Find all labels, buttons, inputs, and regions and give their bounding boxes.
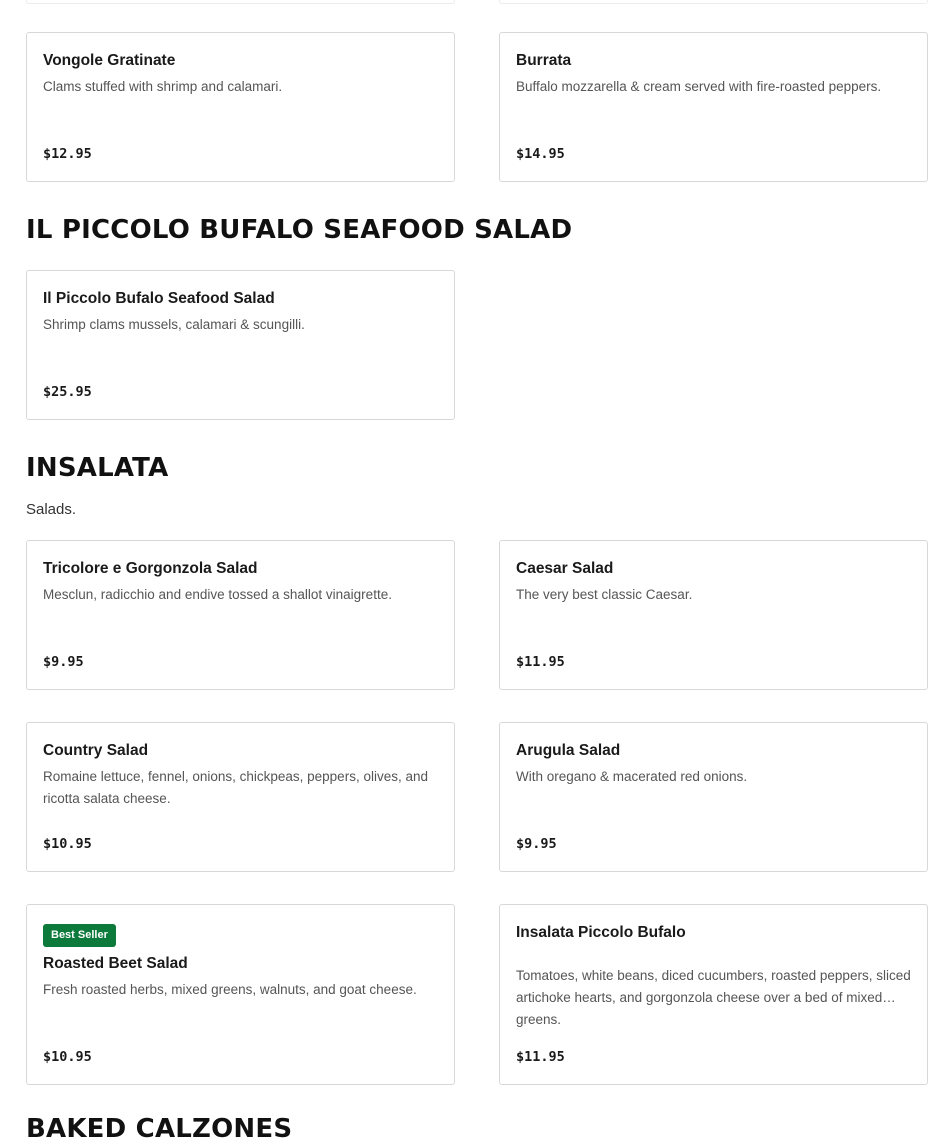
section-title: INSALATA (26, 453, 169, 483)
item-description: Shrimp clams mussels, calamari & scungilli. (43, 317, 305, 332)
item-description: The very best classic Caesar. (516, 587, 693, 602)
item-price: $10.95 (43, 836, 92, 852)
menu-item-card[interactable] (499, 904, 928, 1085)
section-appetizers (26, 32, 928, 182)
item-description: Clams stuffed with shrimp and calamari. (43, 79, 283, 94)
menu-item-card[interactable] (499, 722, 928, 872)
item-name: Tricolore e Gorgonzola Salad (43, 560, 258, 577)
item-price: $11.95 (516, 654, 565, 670)
item-description: Buffalo mozzarella & cream served with fire-roasted peppers. (516, 79, 882, 94)
section-title: IL PICCOLO BUFALO SEAFOOD SALAD (26, 215, 573, 245)
item-name: Arugula Salad (516, 742, 621, 759)
best-seller-badge: Best Seller (43, 924, 116, 947)
section-seafood-salad (26, 215, 928, 245)
item-price: $10.95 (43, 1049, 92, 1065)
section-description: Salads. (26, 501, 77, 518)
item-name: Roasted Beet Salad (43, 955, 188, 972)
item-name: Burrata (516, 52, 572, 69)
menu-grid (26, 540, 928, 1085)
item-name: Vongole Gratinate (43, 52, 176, 69)
item-price: $25.95 (43, 384, 92, 400)
item-description: Romaine lettuce, fennel, onions, chickpeas, peppers, olives, and ricotta salata cheese. (43, 769, 428, 806)
item-description: With oregano & macerated red onions. (516, 769, 748, 784)
menu-item-card[interactable] (26, 722, 455, 872)
menu-item-card[interactable] (26, 540, 455, 690)
item-description: Tomatoes, white beans, diced cucumbers, roasted peppers, sliced artichoke hearts, and gorgonzola cheese over a bed of mixed greens. (516, 968, 911, 1027)
item-name: Insalata Piccolo Bufalo (516, 924, 686, 941)
menu-item-card[interactable] (26, 904, 455, 1085)
menu-grid (26, 32, 928, 182)
section-insalata-items (26, 540, 928, 1085)
section-title: BAKED CALZONES (26, 1114, 293, 1144)
item-name: Country Salad (43, 742, 149, 759)
item-description: Mesclun, radicchio and endive tossed a shallot vinaigrette. (43, 587, 392, 602)
section-seafood-salad-items (26, 270, 928, 420)
item-price: $14.95 (516, 146, 565, 162)
item-price: $9.95 (516, 836, 557, 852)
menu-item-card[interactable] (499, 540, 928, 690)
previous-cards-edge (26, 0, 928, 4)
item-price: $11.95 (516, 1049, 565, 1065)
menu-grid (26, 270, 928, 420)
menu-item-card[interactable] (26, 270, 455, 420)
item-name: Caesar Salad (516, 560, 614, 577)
item-price: $9.95 (43, 654, 84, 670)
menu-item-card[interactable] (26, 32, 455, 182)
section-baked-calzones (26, 1114, 928, 1144)
item-name: Il Piccolo Bufalo Seafood Salad (43, 290, 275, 307)
item-price: $12.95 (43, 146, 92, 162)
menu-item-card[interactable] (499, 32, 928, 182)
section-insalata (26, 453, 928, 518)
item-description: Fresh roasted herbs, mixed greens, walnuts, and goat cheese. (43, 982, 417, 997)
